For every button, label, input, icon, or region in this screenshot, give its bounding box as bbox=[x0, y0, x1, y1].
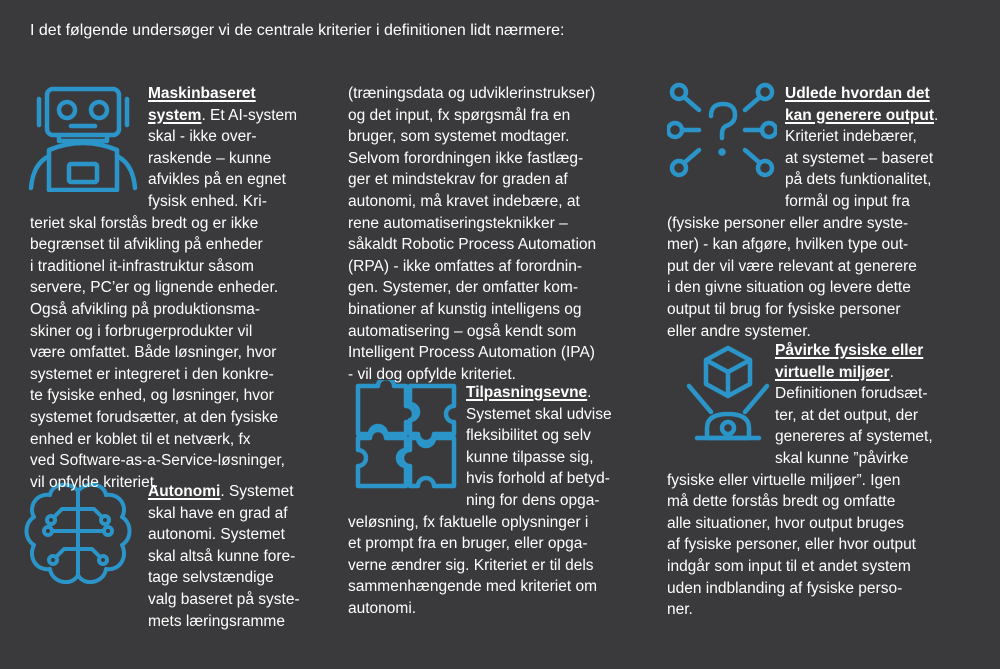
text-line: system. Et AI-system bbox=[148, 106, 298, 124]
section-laering bbox=[348, 83, 648, 385]
text-line: te fysiske enhed, og løsninger, hvor bbox=[30, 387, 274, 405]
text-line: kunne tilpasse sig, bbox=[466, 448, 594, 466]
text-line bbox=[667, 83, 967, 105]
section-udlede bbox=[667, 83, 967, 342]
text-line: Systemet skal udvise bbox=[466, 405, 612, 423]
text-line: kan generere output. bbox=[785, 106, 939, 124]
text-line: hvis forhold af betyd- bbox=[466, 470, 610, 488]
text-line: ved Software-as-a-Service-løsninger, bbox=[30, 452, 285, 470]
text-line: valg baseret på syste- bbox=[148, 590, 300, 608]
section-autonomi bbox=[148, 481, 328, 632]
text-line: eller andre systemer. bbox=[667, 322, 811, 340]
text-line: skal kunne ”påvirke bbox=[775, 449, 909, 467]
text-line: ner. bbox=[667, 601, 693, 619]
text-line: tage selvstændige bbox=[148, 569, 274, 587]
text-line: veløsning, fx faktuelle oplysninger i bbox=[348, 513, 589, 531]
text-line: verne ændrer sig. Kriteriet er til dels bbox=[348, 556, 594, 574]
section-maskinbaseret bbox=[30, 83, 330, 493]
text-line: såkaldt Robotic Process Automation bbox=[348, 236, 597, 254]
text-line: mer) - kan afgøre, hvilken type out- bbox=[667, 236, 909, 254]
text-line: automatisering – også kendt som bbox=[348, 322, 577, 340]
section-heading: Autonomi bbox=[148, 483, 221, 500]
text-line: vil opfylde kriteriet. bbox=[30, 473, 159, 491]
text-line: virtuelle miljøer. bbox=[775, 363, 894, 381]
text-line: enhed er koblet til et netværk, fx bbox=[30, 430, 251, 448]
section-heading: Tilpasningsevne bbox=[466, 384, 588, 401]
text-line bbox=[667, 340, 967, 362]
text-line: Intelligent Process Automation (IPA) bbox=[348, 344, 595, 362]
text-line: være omfattet. Både løsninger, hvor bbox=[30, 344, 277, 362]
text-line: - vil dog opfylde kriteriet. bbox=[348, 365, 516, 383]
text-line: indgår som input til et andet system bbox=[667, 557, 911, 575]
section-heading: system bbox=[148, 106, 202, 124]
text-line: rene automatiseringsteknikker – bbox=[348, 214, 568, 232]
text-line: fysisk enhed. Kri- bbox=[148, 192, 267, 210]
text-line: fleksibilitet og selv bbox=[466, 427, 591, 445]
text-line: at systemet – baseret bbox=[785, 149, 934, 167]
text-line: alle situationer, hvor output bruges bbox=[667, 514, 904, 532]
text-line: binationer af kunstig intelligens og bbox=[348, 300, 582, 318]
section-heading: virtuelle miljøer bbox=[775, 363, 890, 381]
text-line: mets læringsramme bbox=[148, 612, 285, 630]
text-line: ger et mindstekrav for graden af bbox=[348, 171, 568, 189]
text-line: begrænset til afvikling på enheder bbox=[30, 236, 263, 254]
text-line: skal have en grad af bbox=[148, 504, 288, 522]
text-line: autonomi. bbox=[348, 599, 417, 617]
section-heading: Udlede hvordan det bbox=[785, 85, 930, 102]
text-line: systemet forudsætter, at den fysiske bbox=[30, 408, 279, 426]
text-line: i traditionel it-infrastruktur såsom bbox=[30, 257, 254, 275]
section-heading: Maskinbaseret bbox=[148, 85, 256, 102]
text-line: skal - ikke over- bbox=[148, 128, 257, 146]
text-line: må dette forstås bredt og omfatte bbox=[667, 493, 896, 511]
text-line: sammenhængende med kriteriet om bbox=[348, 578, 597, 596]
text-line: skiner og i forbrugerprodukter vil bbox=[30, 322, 253, 340]
text-line: ter, at det output, der bbox=[775, 406, 919, 424]
text-line: på dets funktionalitet, bbox=[785, 171, 932, 189]
text-line: Tilpasningsevne. bbox=[466, 384, 592, 401]
text-line: autonomi, må kravet indebære, at bbox=[348, 192, 580, 210]
text-line bbox=[30, 83, 330, 105]
text-line: output til brug for fysiske personer bbox=[667, 300, 901, 318]
text-line: gen. Systemer, der omfatter kom- bbox=[348, 279, 579, 297]
text-line: put der vil være relevant at generere bbox=[667, 257, 917, 275]
text-line: et prompt fra en bruger, eller opga- bbox=[348, 535, 588, 553]
section-heading: kan generere output bbox=[785, 106, 934, 124]
text-line: raskende – kunne bbox=[148, 149, 272, 167]
text-line: Autonomi. Systemet bbox=[148, 483, 294, 500]
section-heading: Påvirke fysiske eller bbox=[775, 342, 924, 359]
text-line: Også afvikling på produktionsma- bbox=[30, 300, 261, 318]
text-line: uden indblanding af fysiske perso- bbox=[667, 579, 903, 597]
text-line: bruger, som systemet modtager. bbox=[348, 128, 570, 146]
text-line: Selvom forordningen ikke fastlæg- bbox=[348, 149, 584, 167]
text-line: i den givne situation og levere dette bbox=[667, 279, 911, 297]
text-line: skal altså kunne fore- bbox=[148, 547, 296, 565]
text-line: servere, PC’er og lignende enheder. bbox=[30, 279, 279, 297]
text-line: og det input, fx spørgsmål fra en bbox=[348, 106, 571, 124]
brain-circuit-icon bbox=[22, 479, 134, 599]
text-line: Definitionen forudsæt- bbox=[775, 385, 928, 403]
text-line: afvikles på en egnet bbox=[148, 171, 286, 189]
text-line: ning for dens opga- bbox=[466, 491, 600, 509]
text-line: Kriteriet indebærer, bbox=[785, 128, 917, 146]
text-line: (træningsdata og udviklerinstrukser) bbox=[348, 85, 596, 102]
text-line: fysiske eller virtuelle miljøer”. Igen bbox=[667, 471, 901, 489]
text-line: genereres af systemet, bbox=[775, 428, 933, 446]
text-line: (RPA) - ikke omfattes af forordnin- bbox=[348, 257, 583, 275]
text-line: teriet skal forstås bredt og er ikke bbox=[30, 214, 259, 232]
section-paavirke bbox=[667, 340, 967, 621]
text-line: systemet er integreret i den konkre- bbox=[30, 365, 274, 383]
text-line: formål og input fra bbox=[785, 192, 910, 210]
text-line: autonomi. Systemet bbox=[148, 526, 285, 544]
section-tilpasning bbox=[348, 382, 648, 620]
text-line: (fysiske personer eller andre syste- bbox=[667, 214, 909, 232]
intro-text: I det følgende undersøger vi de centrale kriterier i definitionen lidt nærmere: bbox=[30, 22, 565, 39]
text-line: af fysiske personer, eller hvor output bbox=[667, 536, 916, 554]
